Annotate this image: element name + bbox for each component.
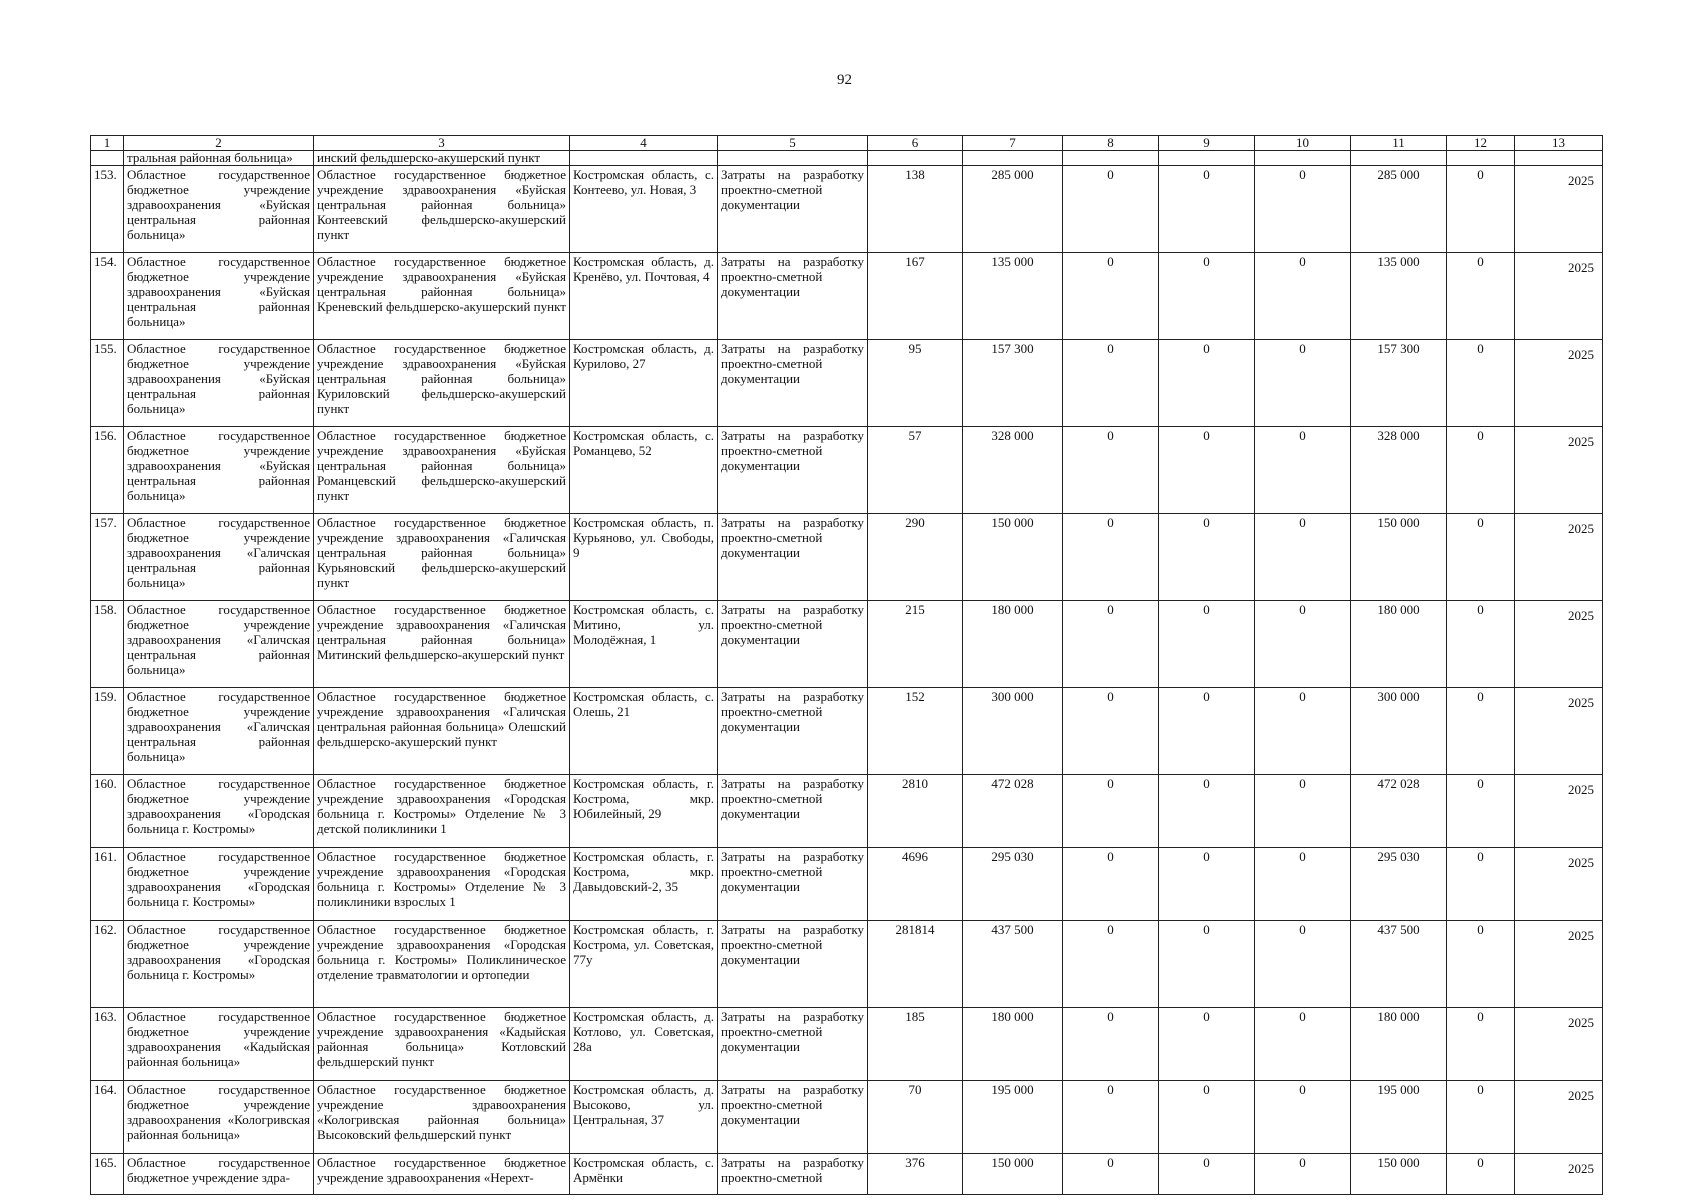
institution-cell: Областное государственное бюджетное учреждение здра- xyxy=(124,1154,314,1195)
column-11-cell: 180 000 xyxy=(1351,1008,1447,1081)
column-12-cell: 0 xyxy=(1447,688,1515,775)
year-cell: 2025 xyxy=(1515,1008,1603,1081)
column-10-cell: 0 xyxy=(1255,340,1351,427)
empty-cell xyxy=(91,151,124,166)
column-12-cell: 0 xyxy=(1447,601,1515,688)
column-9-cell: 0 xyxy=(1159,1008,1255,1081)
column-9-cell: 0 xyxy=(1159,921,1255,1008)
column-7-cell: 180 000 xyxy=(963,1008,1063,1081)
column-12-cell: 0 xyxy=(1447,427,1515,514)
column-8-cell: 0 xyxy=(1063,601,1159,688)
table-body xyxy=(91,136,1603,1195)
column-6-cell: 70 xyxy=(868,1081,963,1154)
address-cell: Костромская область, д. Котлово, ул. Советская, 28а xyxy=(570,1008,718,1081)
column-6-cell: 152 xyxy=(868,688,963,775)
institution-cell: Областное государственное бюджетное учреждение здравоохранения «Галичская центральная районная больница» xyxy=(124,514,314,601)
institution-cell: Областное государственное бюджетное учреждение здравоохранения «Буйская центральная районная больница» xyxy=(124,166,314,253)
column-11-cell: 285 000 xyxy=(1351,166,1447,253)
column-8-cell: 0 xyxy=(1063,253,1159,340)
column-11-cell: 195 000 xyxy=(1351,1081,1447,1154)
column-10-cell: 0 xyxy=(1255,921,1351,1008)
empty-cell xyxy=(570,151,718,166)
column-7-cell: 150 000 xyxy=(963,1154,1063,1195)
column-9-cell: 0 xyxy=(1159,848,1255,921)
column-6-cell: 290 xyxy=(868,514,963,601)
column-10-cell: 0 xyxy=(1255,601,1351,688)
table-row xyxy=(91,848,1603,921)
facility-cell: Областное государственное бюджетное учреждение здравоохранения «Нерехт- xyxy=(314,1154,570,1195)
column-10-cell: 0 xyxy=(1255,427,1351,514)
column-10-cell: 0 xyxy=(1255,1081,1351,1154)
column-9-cell: 0 xyxy=(1159,253,1255,340)
institution-cell: Областное государственное бюджетное учреждение здравоохранения «Буйская центральная районная больница» xyxy=(124,427,314,514)
page-number: 92 xyxy=(837,72,852,88)
column-10-cell: 0 xyxy=(1255,848,1351,921)
column-10-cell: 0 xyxy=(1255,514,1351,601)
column-6-cell: 376 xyxy=(868,1154,963,1195)
column-11-cell: 300 000 xyxy=(1351,688,1447,775)
column-8-cell: 0 xyxy=(1063,166,1159,253)
column-12-cell: 0 xyxy=(1447,775,1515,848)
year-cell: 2025 xyxy=(1515,427,1603,514)
table-row xyxy=(91,514,1603,601)
institution-cell: Областное государственное бюджетное учреждение здравоохранения «Галичская центральная районная больница» xyxy=(124,688,314,775)
year-cell: 2025 xyxy=(1515,775,1603,848)
column-8-cell: 0 xyxy=(1063,1081,1159,1154)
column-8-cell: 0 xyxy=(1063,775,1159,848)
empty-cell xyxy=(718,151,868,166)
address-cell: Костромская область, п. Курьяново, ул. Свободы, 9 xyxy=(570,514,718,601)
column-9-cell: 0 xyxy=(1159,427,1255,514)
column-7-cell: 328 000 xyxy=(963,427,1063,514)
facility-cell: Областное государственное бюджетное учреждение здравоохранения «Городская больница г. Костромы» Поликлиническое отделение травматологии и ортопедии xyxy=(314,921,570,1008)
column-9-cell: 0 xyxy=(1159,514,1255,601)
column-number-cell: 4 xyxy=(570,136,718,151)
column-12-cell: 0 xyxy=(1447,1008,1515,1081)
institution-cell: Областное государственное бюджетное учреждение здравоохранения «Буйская центральная районная больница» xyxy=(124,340,314,427)
year-cell: 2025 xyxy=(1515,253,1603,340)
column-number-cell: 3 xyxy=(314,136,570,151)
cost-type-cell: Затраты на разработку проектно-сметной документации xyxy=(718,1008,868,1081)
institution-cell: Областное государственное бюджетное учреждение здравоохранения «Городская больница г. Костромы» xyxy=(124,921,314,1008)
continuation-cell: тральная районная больница» xyxy=(124,151,314,166)
institution-cell: Областное государственное бюджетное учреждение здравоохранения «Городская больница г. Костромы» xyxy=(124,848,314,921)
institution-cell: Областное государственное бюджетное учреждение здравоохранения «Галичская центральная районная больница» xyxy=(124,601,314,688)
column-9-cell: 0 xyxy=(1159,1154,1255,1195)
row-number-cell: 155. xyxy=(91,340,124,427)
row-number-cell: 160. xyxy=(91,775,124,848)
table-row xyxy=(91,253,1603,340)
address-cell: Костромская область, д. Кренёво, ул. Почтовая, 4 xyxy=(570,253,718,340)
column-8-cell: 0 xyxy=(1063,1008,1159,1081)
institution-cell: Областное государственное бюджетное учреждение здравоохранения «Буйская центральная районная больница» xyxy=(124,253,314,340)
column-6-cell: 57 xyxy=(868,427,963,514)
column-12-cell: 0 xyxy=(1447,340,1515,427)
column-11-cell: 472 028 xyxy=(1351,775,1447,848)
empty-cell xyxy=(1159,151,1255,166)
column-11-cell: 180 000 xyxy=(1351,601,1447,688)
column-number-cell: 10 xyxy=(1255,136,1351,151)
empty-cell xyxy=(868,151,963,166)
empty-cell xyxy=(963,151,1063,166)
year-cell: 2025 xyxy=(1515,921,1603,1008)
address-cell: Костромская область, г. Кострома, ул. Советская, 77у xyxy=(570,921,718,1008)
column-8-cell: 0 xyxy=(1063,1154,1159,1195)
column-6-cell: 4696 xyxy=(868,848,963,921)
column-number-cell: 9 xyxy=(1159,136,1255,151)
column-7-cell: 437 500 xyxy=(963,921,1063,1008)
cost-type-cell: Затраты на разработку проектно-сметной документации xyxy=(718,775,868,848)
column-10-cell: 0 xyxy=(1255,1154,1351,1195)
cost-type-cell: Затраты на разработку проектно-сметной документации xyxy=(718,253,868,340)
investment-table xyxy=(90,135,1603,1195)
column-number-cell: 6 xyxy=(868,136,963,151)
column-7-cell: 295 030 xyxy=(963,848,1063,921)
table-row xyxy=(91,340,1603,427)
cost-type-cell: Затраты на разработку проектно-сметной документации xyxy=(718,166,868,253)
row-number-cell: 153. xyxy=(91,166,124,253)
column-7-cell: 195 000 xyxy=(963,1081,1063,1154)
column-10-cell: 0 xyxy=(1255,166,1351,253)
institution-cell: Областное государственное бюджетное учреждение здравоохранения «Городская больница г. Костромы» xyxy=(124,775,314,848)
cost-type-cell: Затраты на разработку проектно-сметной xyxy=(718,1154,868,1195)
table-row xyxy=(91,775,1603,848)
column-7-cell: 180 000 xyxy=(963,601,1063,688)
year-cell: 2025 xyxy=(1515,1154,1603,1195)
column-6-cell: 167 xyxy=(868,253,963,340)
row-number-cell: 157. xyxy=(91,514,124,601)
column-11-cell: 150 000 xyxy=(1351,1154,1447,1195)
column-number-cell: 2 xyxy=(124,136,314,151)
institution-cell: Областное государственное бюджетное учреждение здравоохранения «Кадыйская районная больница» xyxy=(124,1008,314,1081)
year-cell: 2025 xyxy=(1515,1081,1603,1154)
column-8-cell: 0 xyxy=(1063,514,1159,601)
empty-cell xyxy=(1351,151,1447,166)
column-12-cell: 0 xyxy=(1447,848,1515,921)
facility-cell: Областное государственное бюджетное учреждение здравоохранения «Кадыйская районная больница» Котловский фельдшерский пункт xyxy=(314,1008,570,1081)
address-cell: Костромская область, г. Кострома, мкр. Давыдовский-2, 35 xyxy=(570,848,718,921)
year-cell: 2025 xyxy=(1515,848,1603,921)
facility-cell: Областное государственное бюджетное учреждение здравоохранения «Галичская центральная районная больница» Митинский фельдшерско-акушерский пункт xyxy=(314,601,570,688)
column-8-cell: 0 xyxy=(1063,427,1159,514)
column-11-cell: 328 000 xyxy=(1351,427,1447,514)
empty-cell xyxy=(1447,151,1515,166)
cost-type-cell: Затраты на разработку проектно-сметной документации xyxy=(718,688,868,775)
column-12-cell: 0 xyxy=(1447,921,1515,1008)
address-cell: Костромская область, с. Армёнки xyxy=(570,1154,718,1195)
facility-cell: Областное государственное бюджетное учреждение здравоохранения «Городская больница г. Костромы» Отделение № 3 детской поликлиники 1 xyxy=(314,775,570,848)
year-cell: 2025 xyxy=(1515,514,1603,601)
column-10-cell: 0 xyxy=(1255,1008,1351,1081)
column-12-cell: 0 xyxy=(1447,253,1515,340)
column-12-cell: 0 xyxy=(1447,1154,1515,1195)
column-6-cell: 95 xyxy=(868,340,963,427)
cost-type-cell: Затраты на разработку проектно-сметной документации xyxy=(718,601,868,688)
table-row xyxy=(91,1081,1603,1154)
table-row xyxy=(91,601,1603,688)
column-7-cell: 472 028 xyxy=(963,775,1063,848)
cost-type-cell: Затраты на разработку проектно-сметной документации xyxy=(718,340,868,427)
institution-cell: Областное государственное бюджетное учреждение здравоохранения «Кологривская районная больница» xyxy=(124,1081,314,1154)
column-number-row xyxy=(91,136,1603,151)
continuation-cell: инский фельдшерско-акушерский пункт xyxy=(314,151,570,166)
address-cell: Костромская область, д. Высоково, ул. Центральная, 37 xyxy=(570,1081,718,1154)
column-number-cell: 8 xyxy=(1063,136,1159,151)
column-11-cell: 157 300 xyxy=(1351,340,1447,427)
column-number-cell: 7 xyxy=(963,136,1063,151)
column-6-cell: 2810 xyxy=(868,775,963,848)
row-number-cell: 159. xyxy=(91,688,124,775)
row-number-cell: 163. xyxy=(91,1008,124,1081)
column-12-cell: 0 xyxy=(1447,1081,1515,1154)
column-9-cell: 0 xyxy=(1159,601,1255,688)
row-number-cell: 162. xyxy=(91,921,124,1008)
column-9-cell: 0 xyxy=(1159,1081,1255,1154)
continuation-row xyxy=(91,151,1603,166)
empty-cell xyxy=(1063,151,1159,166)
column-11-cell: 437 500 xyxy=(1351,921,1447,1008)
column-10-cell: 0 xyxy=(1255,775,1351,848)
row-number-cell: 161. xyxy=(91,848,124,921)
column-8-cell: 0 xyxy=(1063,921,1159,1008)
column-10-cell: 0 xyxy=(1255,253,1351,340)
facility-cell: Областное государственное бюджетное учреждение здравоохранения «Буйская центральная районная больница» Креневский фельдшерско-акушерский пункт xyxy=(314,253,570,340)
column-number-cell: 1 xyxy=(91,136,124,151)
column-11-cell: 150 000 xyxy=(1351,514,1447,601)
empty-cell xyxy=(1515,151,1603,166)
row-number-cell: 165. xyxy=(91,1154,124,1195)
facility-cell: Областное государственное бюджетное учреждение здравоохранения «Буйская центральная районная больница» Романцевский фельдшерско-акушерский пункт xyxy=(314,427,570,514)
row-number-cell: 156. xyxy=(91,427,124,514)
column-12-cell: 0 xyxy=(1447,514,1515,601)
column-6-cell: 185 xyxy=(868,1008,963,1081)
address-cell: Костромская область, г. Кострома, мкр. Юбилейный, 29 xyxy=(570,775,718,848)
year-cell: 2025 xyxy=(1515,340,1603,427)
address-cell: Костромская область, с. Митино, ул. Молодёжная, 1 xyxy=(570,601,718,688)
table-row xyxy=(91,1008,1603,1081)
column-8-cell: 0 xyxy=(1063,340,1159,427)
row-number-cell: 154. xyxy=(91,253,124,340)
investment-table-container xyxy=(90,135,1602,1195)
column-9-cell: 0 xyxy=(1159,166,1255,253)
cost-type-cell: Затраты на разработку проектно-сметной документации xyxy=(718,514,868,601)
column-8-cell: 0 xyxy=(1063,688,1159,775)
column-9-cell: 0 xyxy=(1159,688,1255,775)
column-11-cell: 135 000 xyxy=(1351,253,1447,340)
year-cell: 2025 xyxy=(1515,166,1603,253)
column-8-cell: 0 xyxy=(1063,848,1159,921)
cost-type-cell: Затраты на разработку проектно-сметной документации xyxy=(718,921,868,1008)
row-number-cell: 158. xyxy=(91,601,124,688)
table-row xyxy=(91,427,1603,514)
empty-cell xyxy=(1255,151,1351,166)
column-12-cell: 0 xyxy=(1447,166,1515,253)
column-7-cell: 135 000 xyxy=(963,253,1063,340)
cost-type-cell: Затраты на разработку проектно-сметной документации xyxy=(718,1081,868,1154)
column-6-cell: 138 xyxy=(868,166,963,253)
column-10-cell: 0 xyxy=(1255,688,1351,775)
facility-cell: Областное государственное бюджетное учреждение здравоохранения «Городская больница г. Костромы» Отделение № 3 поликлиники взрослых 1 xyxy=(314,848,570,921)
column-number-cell: 5 xyxy=(718,136,868,151)
facility-cell: Областное государственное бюджетное учреждение здравоохранения «Буйская центральная районная больница» Контеевский фельдшерско-акушерский пункт xyxy=(314,166,570,253)
cost-type-cell: Затраты на разработку проектно-сметной документации xyxy=(718,427,868,514)
address-cell: Костромская область, д. Курилово, 27 xyxy=(570,340,718,427)
column-6-cell: 281814 xyxy=(868,921,963,1008)
column-7-cell: 150 000 xyxy=(963,514,1063,601)
table-row xyxy=(91,1154,1603,1195)
column-number-cell: 13 xyxy=(1515,136,1603,151)
address-cell: Костромская область, с. Контеево, ул. Новая, 3 xyxy=(570,166,718,253)
year-cell: 2025 xyxy=(1515,688,1603,775)
column-7-cell: 285 000 xyxy=(963,166,1063,253)
facility-cell: Областное государственное бюджетное учреждение здравоохранения «Галичская центральная районная больница» Курьяновский фельдшерско-акушерский пункт xyxy=(314,514,570,601)
row-number-cell: 164. xyxy=(91,1081,124,1154)
column-7-cell: 157 300 xyxy=(963,340,1063,427)
column-7-cell: 300 000 xyxy=(963,688,1063,775)
facility-cell: Областное государственное бюджетное учреждение здравоохранения «Кологривская районная больница» Высоковский фельдшерский пункт xyxy=(314,1081,570,1154)
column-number-cell: 11 xyxy=(1351,136,1447,151)
column-11-cell: 295 030 xyxy=(1351,848,1447,921)
column-9-cell: 0 xyxy=(1159,340,1255,427)
facility-cell: Областное государственное бюджетное учреждение здравоохранения «Галичская центральная районная больница» Олешский фельдшерско-акушерский пункт xyxy=(314,688,570,775)
column-number-cell: 12 xyxy=(1447,136,1515,151)
cost-type-cell: Затраты на разработку проектно-сметной документации xyxy=(718,848,868,921)
table-row xyxy=(91,921,1603,1008)
table-row xyxy=(91,166,1603,253)
year-cell: 2025 xyxy=(1515,601,1603,688)
address-cell: Костромская область, с. Олешь, 21 xyxy=(570,688,718,775)
column-9-cell: 0 xyxy=(1159,775,1255,848)
facility-cell: Областное государственное бюджетное учреждение здравоохранения «Буйская центральная районная больница» Куриловский фельдшерско-акушерский пункт xyxy=(314,340,570,427)
column-6-cell: 215 xyxy=(868,601,963,688)
address-cell: Костромская область, с. Романцево, 52 xyxy=(570,427,718,514)
table-row xyxy=(91,688,1603,775)
